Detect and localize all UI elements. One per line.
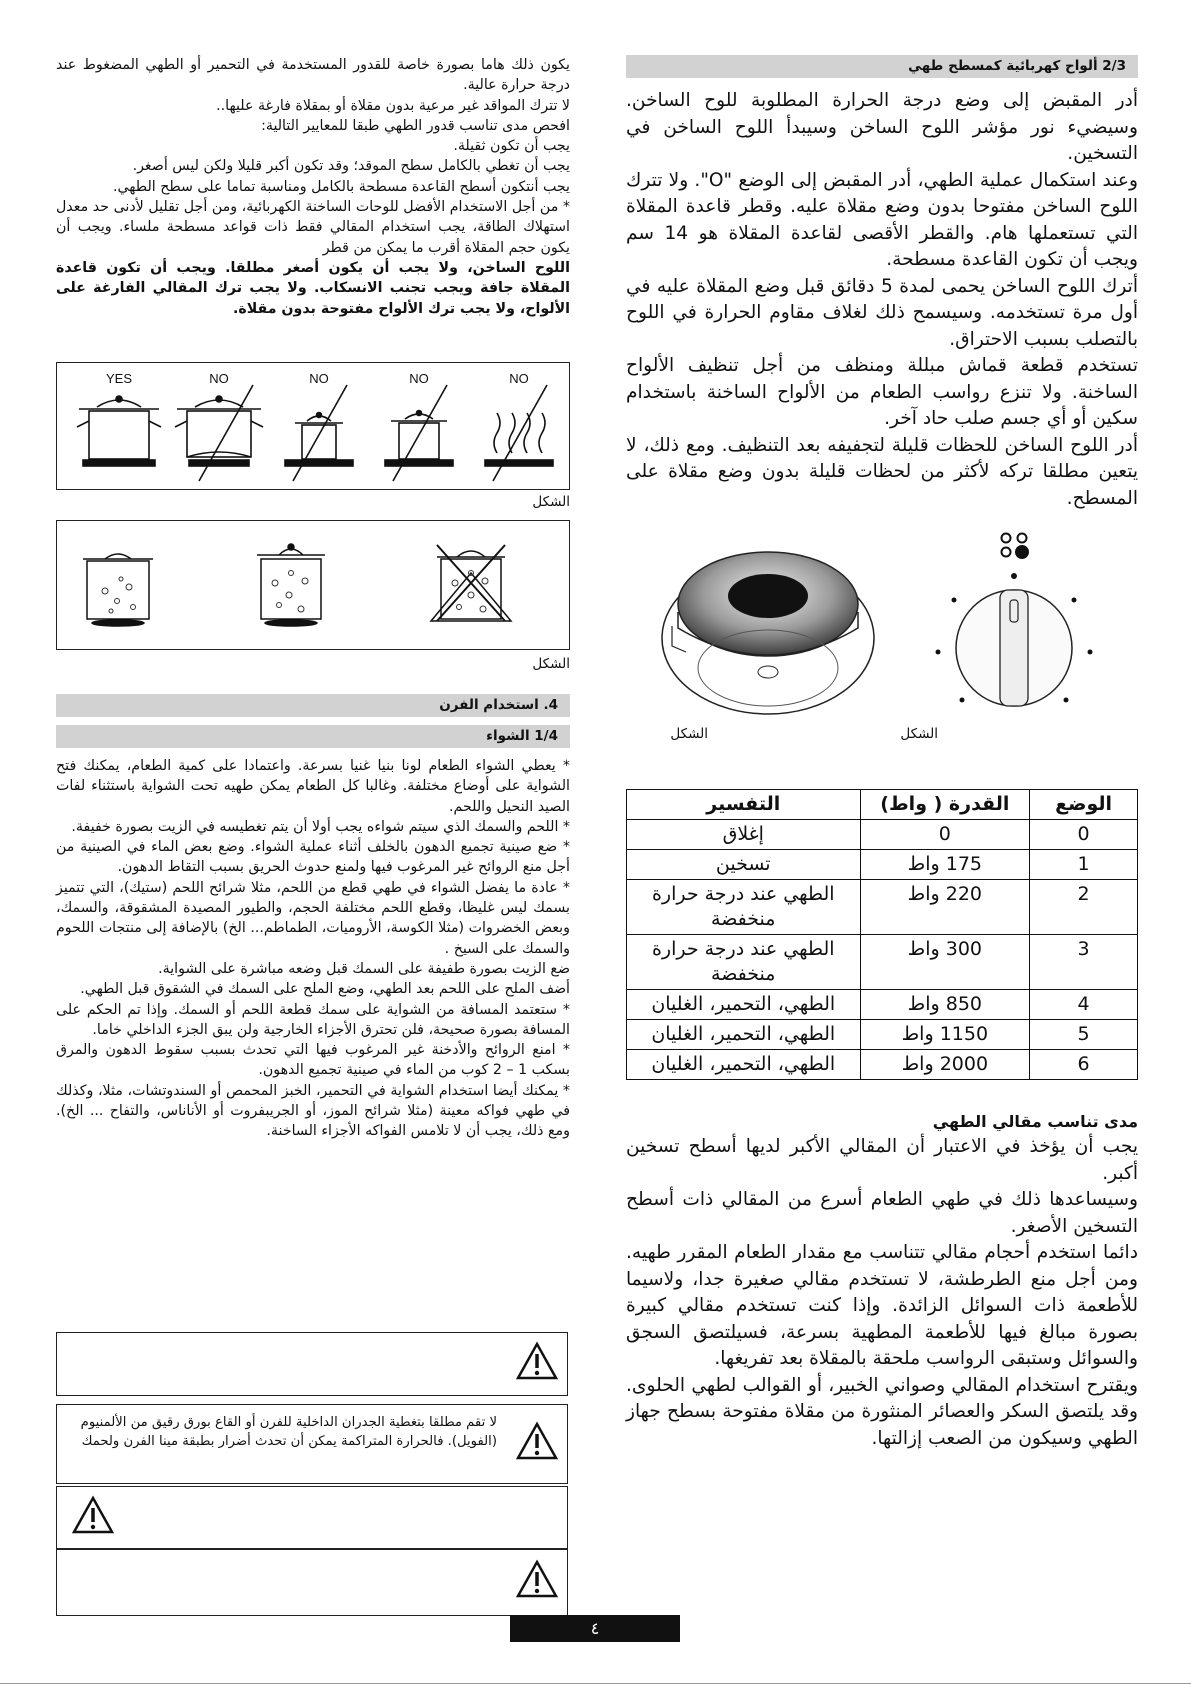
power-table-wrap [626, 789, 1138, 1080]
fig-label: YES [105, 371, 133, 386]
paragraph: لا تترك المواقد غير مرعية بدون مقلاة أو بمقلاة فارغة عليها.. [216, 97, 570, 114]
paragraph: * ستعتمد المسافة من الشواية على سمك قطعة اللحم أو السمك. وإذا تم الحكم على المسافة بصورة صحيحة، فلن تحترق الأجزاء الخارجية ولن يبق الجزء الداخلي خاما. [56, 1001, 570, 1038]
fig-caption: الشكل [532, 656, 570, 672]
header-power: القدرة ( واط) [860, 790, 1030, 820]
header-position: الوضع [1030, 790, 1138, 820]
fig-caption: الشكل [532, 494, 570, 510]
power-table [626, 789, 1138, 1080]
warning-text [57, 1549, 567, 1561]
warning-box [56, 1332, 568, 1396]
paragraph: * عادة ما يفضل الشواء في طهي قطع من اللحم، مثلا شرائح اللحم (ستيك)، التي تتميز بسمك ليس غليظا، وقطع اللحم مختلفة الحجم، والطيور المصيدة المشقوقة، والسمك، وبعض الخضروات (مثلا الكوسة، الأروميات، الطماطم... الخ) بالإضافة إلى منتجات اللحوم والسمك على السيخ . [56, 879, 570, 957]
paragraph: أضف الملح على اللحم بعد الطهي، وضع الملح على السمك في الشقوق قبل الطهي. [80, 981, 570, 998]
paragraph: يجب أنتكون أسطح القاعدة مسطحة بالكامل ومناسبة تماما على سطح الطهي. [112, 178, 570, 195]
table-cell: 3 [1030, 935, 1138, 990]
warning-text: لا تقم مطلقا بتغطية الجدران الداخلية للفرن أو القاع بورق رقيق من الألمنيوم (الفويل). فالحرارة المتراكمة يمكن أن تحدث أضرار بطبقة مينا الفرن ولحمك [80, 1415, 497, 1449]
fig-label: NO [509, 371, 529, 386]
table-cell: 2 [1030, 880, 1138, 935]
table-cell: 0 [860, 820, 1030, 850]
warning-text [57, 1487, 567, 1499]
footer-divider [0, 1683, 1191, 1684]
table-row [627, 850, 1138, 880]
warning-box [56, 1486, 568, 1550]
paragraph: تستخدم قطعة قماش مبللة ومنظف من أجل تنظيف الألواح الساخنة. ولا تنزع رواسب الطعام من الألواح الساخنة باستخدام سكين أو أي جسم صلب حاد آخر. [626, 355, 1138, 429]
paragraph: أترك اللوح الساخن يحمى لمدة 5 دقائق قبل وضع المقلاة عليه في أول مرة تستخدمه. وسيسمح ذلك لغلاف مقاوم الحرارة في اللوح بالتصلب بسبب الاحتراق. [626, 275, 1138, 350]
table-cell: الطهي عند درجة حرارة منخفضة [627, 880, 861, 935]
paragraph: يجب أن تغطي بالكامل سطح الموقد؛ وقد تكون أكبر قليلا ولكن ليس أصغر. [132, 158, 570, 175]
pots-illustration [57, 363, 569, 487]
paragraph: وسيساعدها ذلك في طهي الطعام أسرع من المقالي ذات أسطح التسخين الأصغر. [626, 1189, 1138, 1237]
subsection-title: مدى تناسب مقالي الطهي [932, 1112, 1138, 1131]
table-cell: 0 [1030, 820, 1138, 850]
table-header-row [627, 790, 1138, 820]
pan-suitability [626, 1110, 1138, 1452]
hotplate-figures [626, 520, 1138, 750]
table-row [627, 880, 1138, 935]
table-cell: 175 واط [860, 850, 1030, 880]
warning-box [56, 1548, 568, 1616]
table-cell: 1150 واط [860, 1020, 1030, 1050]
table-row [627, 1050, 1138, 1080]
paragraph: وعند استكمال عملية الطهي، أدر المقبض إلى الوضع "O". ولا تترك اللوح الساخن مفتوحا بدون وضع مقلاة عليه. وقطر قاعدة المقلاة التي تستعملها هام. والقطر الأقصى لقاعدة المقلاة هو 14 سم ويجب أن تكون القاعدة مسطحة. [626, 169, 1138, 270]
section-title: 4. استخدام الفرن [56, 694, 570, 717]
warning-icon [515, 1341, 559, 1387]
paragraph: ضع الزيت بصورة طفيفة على السمك قبل وضعه مباشرة على الشواية. [158, 960, 570, 977]
subsection-title: 1/4 الشواء [56, 725, 570, 748]
pan-suitability-text [626, 1134, 1138, 1452]
warning-box [56, 1404, 568, 1484]
table-cell: 220 واط [860, 880, 1030, 935]
paragraph: أدر اللوح الساخن للحظات قليلة لتجفيفه بعد التنظيف. ومع ذلك، لا يتعين مطلقا تركه لأكثر من لحظات قليلة بدون وضع مقلاة على المسطح. [626, 434, 1138, 509]
table-cell: 300 واط [860, 935, 1030, 990]
table-row [627, 1020, 1138, 1050]
warning-icon [515, 1559, 559, 1605]
fig-caption: الشكل [900, 726, 938, 742]
fig-label: NO [209, 371, 229, 386]
paragraph: أدر المقبض إلى وضع درجة الحرارة المطلوبة للوح الساخن. وسيضيء نور مؤشر اللوح الساخن وسيبدأ اللوح الساخن في التسخين. [626, 90, 1138, 164]
table-cell: تسخين [627, 850, 861, 880]
header-explanation: التفسير [627, 790, 861, 820]
table-row [627, 990, 1138, 1020]
paragraph: * اللحم والسمك الذي سيتم شواءه يجب أولا أن يتم تغطيسه في الزيت بصورة خفيفة. [71, 818, 570, 835]
paragraph: * من أجل الاستخدام الأفضل للوحات الساخنة الكهربائية، ومن أجل تقليل لأدنى حد معدل استهلاك الطاقة، يجب استخدام المقالي فقط ذات قواعد مسطحة ملساء. ويجب أن يكون حجم المقلاة أقرب ما يمكن من قطر [56, 199, 570, 256]
intro-text [56, 55, 570, 360]
page-number: ٤ [510, 1615, 680, 1642]
paragraph: * يعطي الشواء الطعام لونا بنيا غنيا بسرعة. واعتمادا على كمية الطعام، يمكنك فتح الشواية على أوضاع مختلفة. وغالبا كل الطعام يمكن طهيه تحت الشواية باستثناء لفات الصيد النحيل واللحم. [56, 758, 570, 815]
table-cell: 4 [1030, 990, 1138, 1020]
paragraph: * يمكنك أيضا استخدام الشواية في التحمير، الخبز المحمص أو السندوتشات، مثلا، وكذلك في طهي فواكه معينة (مثلا شرائح الموز، أو الجريبفروت أو الأناناس، والتفاح ... الخ). ومع ذلك، يجب أن لا تلامس الفواكه الأجزاء الساخنة. [56, 1082, 570, 1140]
warning-icon [515, 1421, 559, 1467]
table-cell: الطهي، التحمير، الغليان [627, 1020, 861, 1050]
table-row [627, 820, 1138, 850]
paragraph: يجب أن تكون ثقيلة. [453, 138, 570, 155]
table-cell: 850 واط [860, 990, 1030, 1020]
table-cell: الطهي عند درجة حرارة منخفضة [627, 935, 861, 990]
boiling-illustration [57, 521, 569, 647]
left-column [56, 55, 570, 1142]
fig-caption: الشكل [670, 726, 708, 742]
table-cell: 6 [1030, 1050, 1138, 1080]
fig-label: NO [309, 371, 329, 386]
paragraph: * ضع صينية تجميع الدهون بالخلف أثناء عملية الشواء. وضع بعض الماء في الصينية من أجل منع الروائح غير المرغوب فيها ولمنع حدوث الحريق بسبب التقاط الدهون. [56, 839, 570, 876]
table-cell: إغلاق [627, 820, 861, 850]
warning-icon [71, 1495, 115, 1541]
paragraph: دائما استخدم أحجام مقالي تتناسب مع مقدار الطعام المقرر طهيه. ومن أجل منع الطرطشة، لا تستخدم مقالي صغيرة جدا، ولاسيما للأطعمة ذات السوائل الزائدة. وإذا كنت تستخدم مقالي كبيرة بصورة مبالغ فيها للأطعمة المطهية بسرعة، فسيلتصق السجق والسوائل وستبقى الرواسب ملحقة بالمقلاة بعد تفريغها. [626, 1242, 1138, 1369]
hotplate-text [626, 88, 1138, 512]
warning-text [57, 1333, 567, 1345]
table-cell: 5 [1030, 1020, 1138, 1050]
table-cell: 1 [1030, 850, 1138, 880]
table-cell: الطهي، التحمير، الغليان [627, 990, 861, 1020]
grill-text [56, 756, 570, 1142]
right-column [626, 55, 1138, 512]
paragraph: يجب أن يؤخذ في الاعتبار أن المقالي الأكبر لديها أسطح تسخين أكبر. [626, 1136, 1138, 1184]
table-row [627, 935, 1138, 990]
pots-figure [56, 362, 570, 490]
boiling-figure [56, 520, 570, 650]
section-title: 2/3 ألواح كهربائية كمسطح طهي [626, 55, 1138, 78]
paragraph: * امنع الروائح والأدخنة غير المرغوب فيها التي تحدث بسبب سقوط الدهون والمرق بسكب 1 – 2 كوب من الماء في صينية تجميع الدهون. [56, 1042, 570, 1079]
fig-label: NO [409, 371, 429, 386]
bold-paragraph: اللوح الساخن، ولا يجب أن يكون أصغر مطلقا. ويجب أن تكون قاعدة المقلاة جافة ويجب تجنب الانسكاب. ولا يجب ترك المقالي الفارغة على الألواح، ولا يجب ترك الألواح مفتوحة بدون مقلاة. [56, 259, 570, 317]
paragraph: يكون ذلك هاما بصورة خاصة للقدور المستخدمة في التحمير أو الطهي المضغوط عند درجة حرارة عالية. [56, 57, 570, 94]
paragraph: افحص مدى تناسب قدور الطهي طبقا للمعايير التالية: [261, 117, 570, 134]
table-cell: الطهي، التحمير، الغليان [627, 1050, 861, 1080]
paragraph: ويقترح استخدام المقالي وصواني الخبير، أو القوالب لطهي الحلوى. وقد يلتصق السكر والعصائر المنثورة من مقلاة مفتوحة بسطح جهاز الطهي وسيكون من الصعب إزالتها. [626, 1374, 1138, 1449]
hotplate-and-knob-illustration [626, 520, 1138, 750]
table-cell: 2000 واط [860, 1050, 1030, 1080]
